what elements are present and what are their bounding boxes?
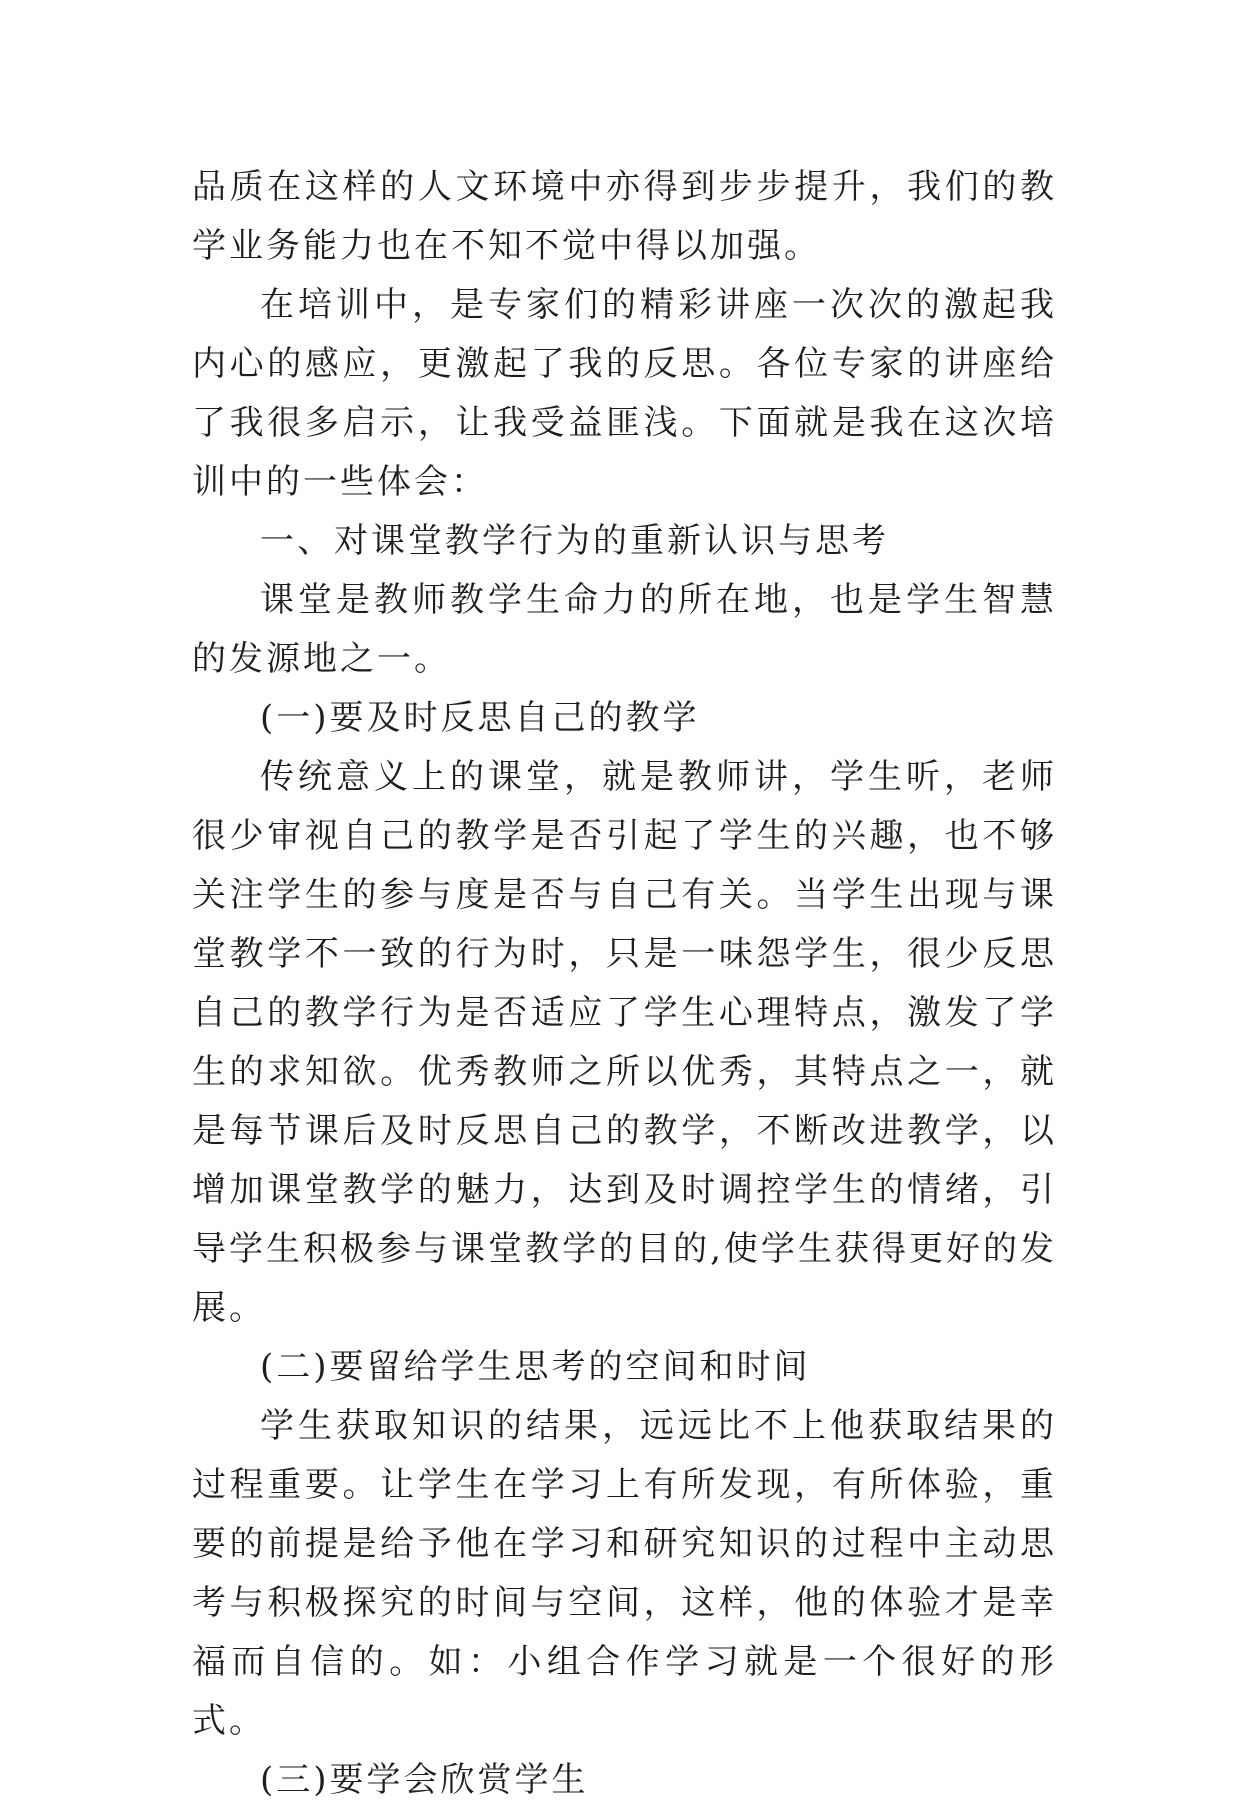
paragraph-5: 学生获取知识的结果，远远比不上他获取结果的过程重要。让学生在学习上有所发现，有所体验，重要的前提是给予他在学习和研究知识的过程中主动思考与积极探究的时间与空间，这样，他的体验才是幸福而自信的。如：小组合作学习就是一个很好的形式。 — [192, 1406, 1057, 1741]
subsection-heading-3: (三)要学会欣赏学生 — [260, 1760, 589, 1800]
subsection-heading-1: (一)要及时反思自己的教学 — [260, 698, 700, 738]
paragraph-2: 在培训中，是专家们的精彩讲座一次次的激起我内心的感应，更激起了我的反思。各位专家的讲座给了我很多启示，让我受益匪浅。下面就是我在这次培训中的一些体会： — [192, 285, 1057, 502]
document-body — [192, 158, 1057, 1810]
paragraph-1: 品质在这样的人文环境中亦得到步步提升，我们的教学业务能力也在不知不觉中得以加强。 — [192, 167, 1057, 266]
paragraph-3: 课堂是教师教学生命力的所在地，也是学生智慧的发源地之一。 — [192, 580, 1057, 679]
paragraph-4: 传统意义上的课堂，就是教师讲，学生听，老师很少审视自己的教学是否引起了学生的兴趣，也不够关注学生的参与度是否与自己有关。当学生出现与课堂教学不一致的行为时，只是一味怨学生，很少反思自己的教学行为是否适应了学生心理特点，激发了学生的求知欲。优秀教师之所以优秀，其特点之一，就是每节课后及时反思自己的教学，不断改进教学，以增加课堂教学的魅力，达到及时调控学生的情绪，引导学生积极参与课堂教学的目的,使学生获得更好的发展。 — [192, 757, 1057, 1328]
subsection-heading-2: (二)要留给学生思考的空间和时间 — [260, 1347, 811, 1387]
section-heading-1: 一、对课堂教学行为的重新认识与思考 — [260, 521, 889, 561]
